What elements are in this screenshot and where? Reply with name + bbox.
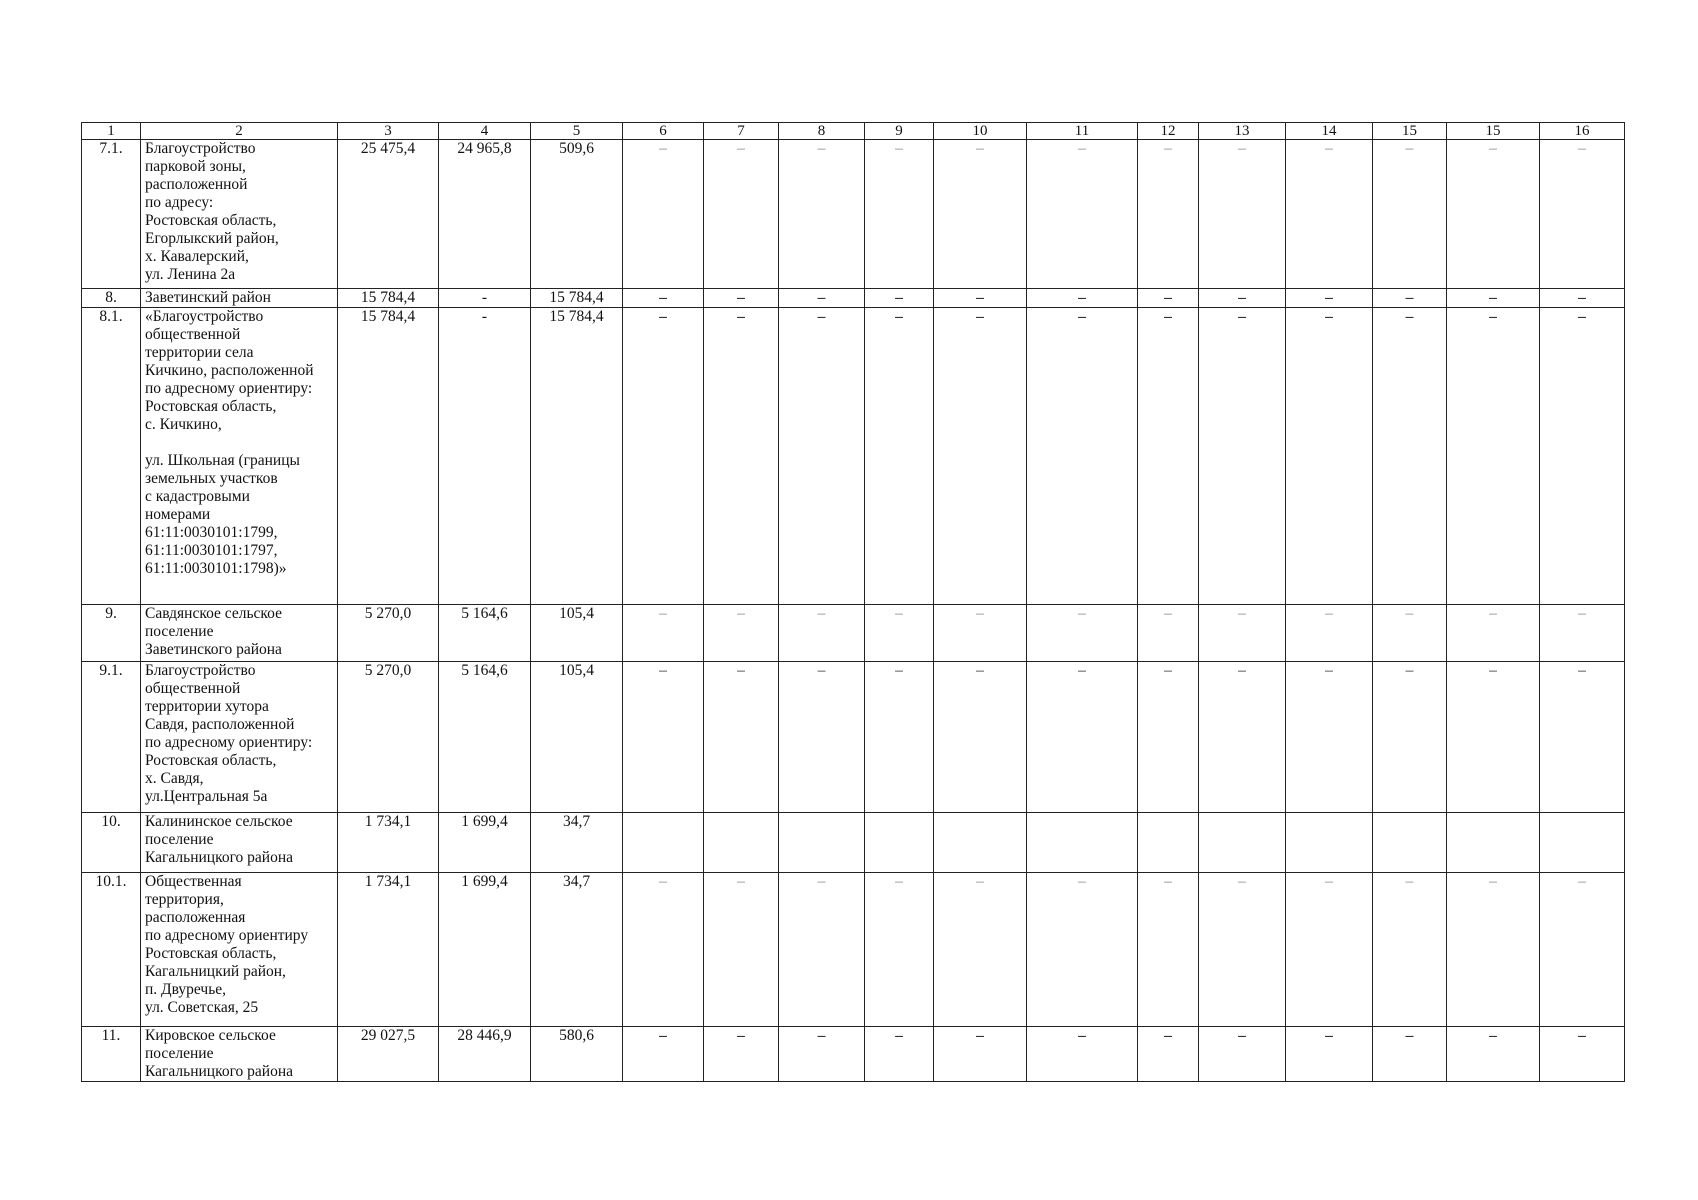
empty-value-cell: – [704,308,779,605]
empty-value-cell [1286,813,1373,873]
empty-value-cell: – [865,605,934,662]
empty-value-cell: – [779,308,865,605]
federal-amount-cell: - [439,289,531,308]
regional-amount-cell: 15 784,4 [531,308,623,605]
total-amount-cell: 29 027,5 [338,1027,439,1082]
empty-value-cell: – [1286,1027,1373,1082]
total-amount-cell: 5 270,0 [338,605,439,662]
empty-value-cell: – [1373,605,1447,662]
empty-value-cell: – [1199,662,1286,813]
empty-value-cell: – [704,873,779,1027]
empty-value-cell: – [1027,1027,1138,1082]
regional-amount-cell: 34,7 [531,873,623,1027]
empty-value-cell: – [934,289,1027,308]
empty-value-cell: – [623,308,704,605]
empty-value-cell: – [1447,308,1540,605]
empty-value-cell: – [1138,1027,1199,1082]
column-number-cell: 15 [1373,123,1447,140]
column-number-cell: 13 [1199,123,1286,140]
empty-value-cell: – [1373,662,1447,813]
empty-value-cell: – [1286,605,1373,662]
empty-value-cell: – [1447,289,1540,308]
empty-value-cell: – [623,662,704,813]
empty-value-cell: – [1286,308,1373,605]
empty-value-cell: – [1138,662,1199,813]
empty-value-cell: – [1138,873,1199,1027]
empty-value-cell: – [934,140,1027,289]
empty-value-cell: – [1027,662,1138,813]
empty-value-cell: – [1540,289,1625,308]
empty-value-cell: – [865,1027,934,1082]
empty-value-cell: – [623,605,704,662]
empty-value-cell: – [1373,140,1447,289]
empty-value-cell: – [1027,308,1138,605]
row-number-cell: 8.1. [82,308,141,605]
empty-value-cell [1447,813,1540,873]
empty-value-cell [934,813,1027,873]
row-number-cell: 8. [82,289,141,308]
empty-value-cell: – [1138,308,1199,605]
empty-value-cell: – [623,289,704,308]
column-number-cell: 4 [439,123,531,140]
empty-value-cell [1373,813,1447,873]
total-amount-cell: 15 784,4 [338,289,439,308]
column-number-cell: 11 [1027,123,1138,140]
empty-value-cell: – [1027,873,1138,1027]
table-row [82,813,1625,873]
total-amount-cell: 1 734,1 [338,873,439,1027]
empty-value-cell: – [779,662,865,813]
row-name-cell: Заветинский район [141,289,338,308]
empty-value-cell: – [704,1027,779,1082]
federal-amount-cell: 1 699,4 [439,873,531,1027]
column-number-cell: 8 [779,123,865,140]
table-row [82,289,1625,308]
empty-value-cell: – [623,1027,704,1082]
table-row [82,308,1625,605]
empty-value-cell: – [865,873,934,1027]
empty-value-cell: – [1199,140,1286,289]
empty-value-cell: – [1286,289,1373,308]
empty-value-cell: – [704,289,779,308]
empty-value-cell: – [1138,140,1199,289]
empty-value-cell: – [1540,873,1625,1027]
empty-value-cell: – [1027,140,1138,289]
regional-amount-cell: 105,4 [531,662,623,813]
total-amount-cell: 5 270,0 [338,662,439,813]
regional-amount-cell: 105,4 [531,605,623,662]
row-number-cell: 10. [82,813,141,873]
federal-amount-cell: 28 446,9 [439,1027,531,1082]
empty-value-cell [1540,813,1625,873]
column-number-cell: 2 [141,123,338,140]
row-number-cell: 7.1. [82,140,141,289]
federal-amount-cell: - [439,308,531,605]
empty-value-cell [1027,813,1138,873]
empty-value-cell: – [1286,873,1373,1027]
empty-value-cell: – [779,140,865,289]
empty-value-cell: – [1540,605,1625,662]
table-row [82,662,1625,813]
empty-value-cell: – [865,140,934,289]
empty-value-cell: – [1540,662,1625,813]
table-row [82,1027,1625,1082]
empty-value-cell: – [1286,662,1373,813]
row-number-cell: 9. [82,605,141,662]
empty-value-cell [779,813,865,873]
regional-amount-cell: 15 784,4 [531,289,623,308]
total-amount-cell: 25 475,4 [338,140,439,289]
empty-value-cell: – [779,873,865,1027]
empty-value-cell: – [704,605,779,662]
column-number-cell: 5 [531,123,623,140]
empty-value-cell: – [934,1027,1027,1082]
empty-value-cell: – [1373,308,1447,605]
empty-value-cell: – [1447,1027,1540,1082]
empty-value-cell: – [623,873,704,1027]
empty-value-cell: – [1447,140,1540,289]
empty-value-cell: – [1027,605,1138,662]
column-number-row [82,123,1625,140]
column-number-cell: 15 [1447,123,1540,140]
row-name-cell: Калининское сельское поселение Кагальницкого района [141,813,338,873]
empty-value-cell: – [1447,605,1540,662]
federal-amount-cell: 5 164,6 [439,662,531,813]
column-number-cell: 6 [623,123,704,140]
row-name-cell: Кировское сельское поселение Кагальницкого района [141,1027,338,1082]
empty-value-cell: – [1373,1027,1447,1082]
empty-value-cell [623,813,704,873]
empty-value-cell [1138,813,1199,873]
row-number-cell: 10.1. [82,873,141,1027]
empty-value-cell [704,813,779,873]
empty-value-cell: – [1286,140,1373,289]
empty-value-cell: – [934,662,1027,813]
total-amount-cell: 1 734,1 [338,813,439,873]
column-number-cell: 14 [1286,123,1373,140]
empty-value-cell: – [865,662,934,813]
empty-value-cell [1199,813,1286,873]
row-name-cell: «Благоустройство общественной территории села Кичкино, расположенной по адресному ориентиру: Ростовская область, с. Кичкино, ул. Школьная (границы земельных участков с кадастровыми номерами 61:11:0030101:1799, 61:11:0030101:1797, 61:11:0030101:1798)» [141,308,338,605]
table-row [82,140,1625,289]
row-number-cell: 9.1. [82,662,141,813]
empty-value-cell: – [865,308,934,605]
column-number-cell: 7 [704,123,779,140]
column-number-cell: 12 [1138,123,1199,140]
empty-value-cell: – [1447,662,1540,813]
funding-table [81,122,1625,1082]
federal-amount-cell: 24 965,8 [439,140,531,289]
table-body [82,123,1625,1082]
empty-value-cell [865,813,934,873]
empty-value-cell: – [1199,289,1286,308]
empty-value-cell: – [1447,873,1540,1027]
column-number-cell: 3 [338,123,439,140]
row-name-cell: Благоустройство общественной территории хутора Савдя, расположенной по адресному ориентиру: Ростовская область, х. Савдя, ул.Центральная 5а [141,662,338,813]
empty-value-cell: – [779,605,865,662]
empty-value-cell: – [1540,140,1625,289]
column-number-cell: 9 [865,123,934,140]
empty-value-cell: – [1199,1027,1286,1082]
empty-value-cell: – [934,308,1027,605]
table-row [82,873,1625,1027]
empty-value-cell: – [704,662,779,813]
row-number-cell: 11. [82,1027,141,1082]
total-amount-cell: 15 784,4 [338,308,439,605]
regional-amount-cell: 580,6 [531,1027,623,1082]
empty-value-cell: – [1138,605,1199,662]
empty-value-cell: – [1373,289,1447,308]
empty-value-cell: – [623,140,704,289]
empty-value-cell: – [779,1027,865,1082]
row-name-cell: Савдянское сельское поселение Заветинского района [141,605,338,662]
table-row [82,605,1625,662]
funding-table-page [81,122,1624,1082]
empty-value-cell: – [865,289,934,308]
empty-value-cell: – [1540,308,1625,605]
column-number-cell: 10 [934,123,1027,140]
empty-value-cell: – [934,873,1027,1027]
row-name-cell: Благоустройство парковой зоны, расположенной по адресу: Ростовская область, Егорлыкский район, х. Кавалерский, ул. Ленина 2а [141,140,338,289]
empty-value-cell: – [1199,873,1286,1027]
row-name-cell: Общественная территория, расположенная по адресному ориентиру Ростовская область, Кагальницкий район, п. Двуречье, ул. Советская, 25 [141,873,338,1027]
empty-value-cell: – [704,140,779,289]
regional-amount-cell: 34,7 [531,813,623,873]
empty-value-cell: – [1027,289,1138,308]
federal-amount-cell: 1 699,4 [439,813,531,873]
empty-value-cell: – [1199,308,1286,605]
empty-value-cell: – [1138,289,1199,308]
column-number-cell: 1 [82,123,141,140]
federal-amount-cell: 5 164,6 [439,605,531,662]
column-number-cell: 16 [1540,123,1625,140]
empty-value-cell: – [934,605,1027,662]
regional-amount-cell: 509,6 [531,140,623,289]
empty-value-cell: – [1199,605,1286,662]
empty-value-cell: – [779,289,865,308]
empty-value-cell: – [1540,1027,1625,1082]
empty-value-cell: – [1373,873,1447,1027]
